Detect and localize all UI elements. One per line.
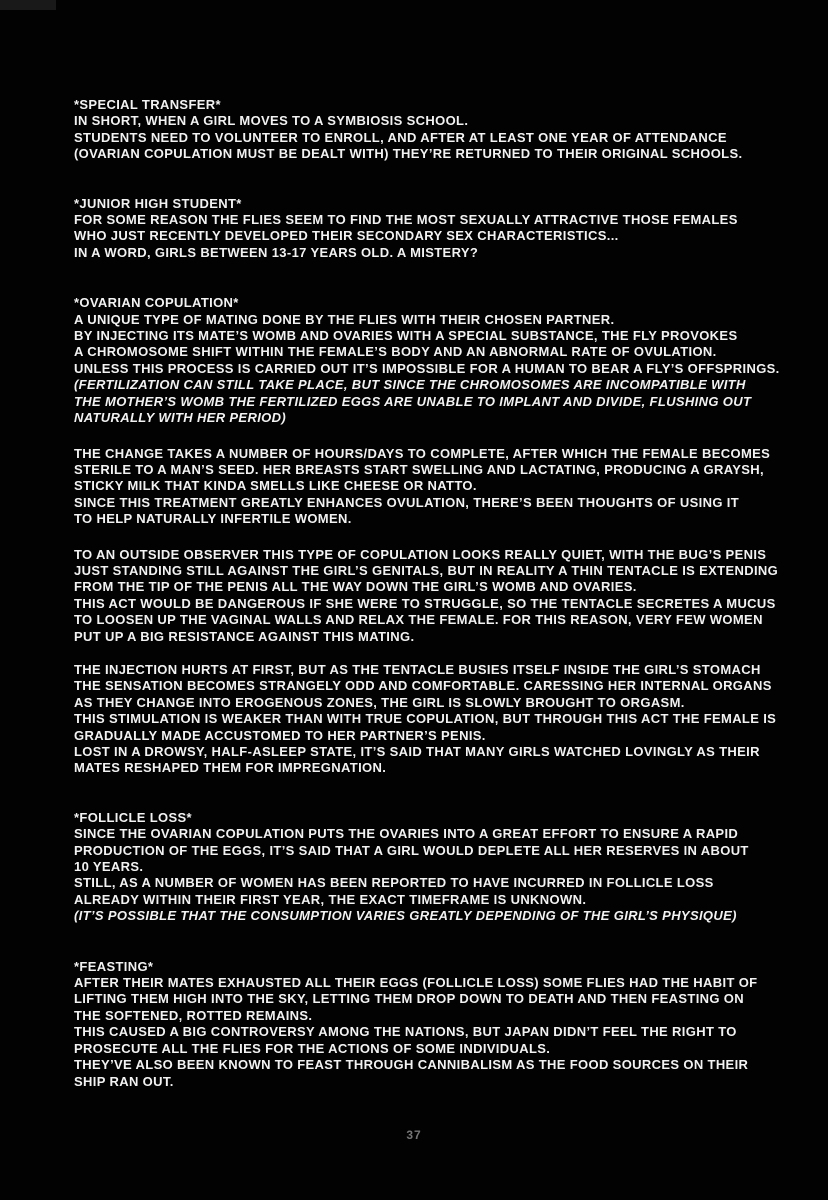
text-line: SINCE THE OVARIAN COPULATION PUTS THE OVARIES INTO A GREAT EFFORT TO ENSURE A RAPID: [74, 826, 739, 842]
section-title: *OVARIAN COPULATION*: [74, 295, 239, 311]
page-number: 37: [406, 1128, 422, 1142]
text-line: UNLESS THIS PROCESS IS CARRIED OUT IT’S IMPOSSIBLE FOR A HUMAN TO BEAR A FLY’S OFFSPRINGS.: [74, 360, 780, 376]
text-line: BY INJECTING ITS MATE’S WOMB AND OVARIES WITH A SPECIAL SUBSTANCE, THE FLY PROVOKES: [74, 328, 738, 344]
section-title: *JUNIOR HIGH STUDENT*: [74, 195, 242, 211]
text-line: LIFTING THEM HIGH INTO THE SKY, LETTING THEM DROP DOWN TO DEATH AND THEN FEASTING ON: [74, 991, 745, 1007]
text-line: THE SENSATION BECOMES STRANGELY ODD AND COMFORTABLE. CARESSING HER INTERNAL ORGANS: [74, 678, 772, 694]
text-line: SHIP RAN OUT.: [74, 1073, 174, 1089]
text-line: TO LOOSEN UP THE VAGINAL WALLS AND RELAX THE FEMALE. FOR THIS REASON, VERY FEW WOMEN: [74, 612, 763, 628]
text-line: 10 YEARS.: [74, 859, 144, 875]
text-line: GRADUALLY MADE ACCUSTOMED TO HER PARTNER’S PENIS.: [74, 727, 486, 743]
section-follicle-loss: [74, 810, 770, 925]
paragraph-injection: [74, 661, 777, 777]
text-line: STERILE TO A MAN’S SEED. HER BREASTS START SWELLING AND LACTATING, PRODUCING A GRAYSH,: [74, 461, 764, 477]
text-line: PRODUCTION OF THE EGGS, IT’S SAID THAT A GIRL WOULD DEPLETE ALL HER RESERVES IN ABOUT: [74, 842, 749, 858]
text-line: JUST STANDING STILL AGAINST THE GIRL’S GENITALS, BUT IN REALITY A THIN TENTACLE IS EXTENDING: [74, 562, 779, 578]
text-line: A CHROMOSOME SHIFT WITHIN THE FEMALE’S BODY AND AN ABNORMAL RATE OF OVULATION.: [74, 344, 717, 360]
text-line: TO AN OUTSIDE OBSERVER THIS TYPE OF COPULATION LOOKS REALLY QUIET, WITH THE BUG’S PENIS: [74, 546, 767, 562]
text-line: AS THEY CHANGE INTO EROGENOUS ZONES, THE GIRL IS SLOWLY BROUGHT TO ORGASM.: [74, 694, 685, 710]
text-line: FOR SOME REASON THE FLIES SEEM TO FIND THE MOST SEXUALLY ATTRACTIVE THOSE FEMALES: [74, 212, 738, 228]
text-line: STUDENTS NEED TO VOLUNTEER TO ENROLL, AND AFTER AT LEAST ONE YEAR OF ATTENDANCE: [74, 129, 727, 145]
text-line: THIS STIMULATION IS WEAKER THAN WITH TRUE COPULATION, BUT THROUGH THIS ACT THE FEMALE IS: [74, 711, 777, 727]
text-line: WHO JUST RECENTLY DEVELOPED THEIR SECONDARY SEX CHARACTERISTICS...: [74, 228, 619, 244]
text-line: NATURALLY WITH HER PERIOD): [74, 410, 287, 426]
text-line: STILL, AS A NUMBER OF WOMEN HAS BEEN REPORTED TO HAVE INCURRED IN FOLLICLE LOSS: [74, 875, 714, 891]
text-line: THIS ACT WOULD BE DANGEROUS IF SHE WERE TO STRUGGLE, SO THE TENTACLE SECRETES A MUCUS: [74, 595, 776, 611]
text-line: THE SOFTENED, ROTTED REMAINS.: [74, 1007, 313, 1023]
section-junior-high-student: [74, 196, 770, 262]
text-line: THE CHANGE TAKES A NUMBER OF HOURS/DAYS TO COMPLETE, AFTER WHICH THE FEMALE BECOMES: [74, 445, 771, 461]
paragraph-the-change: [74, 446, 770, 528]
text-line: THE INJECTION HURTS AT FIRST, BUT AS THE TENTACLE BUSIES ITSELF INSIDE THE GIRL’S STOMACH: [74, 661, 761, 677]
text-line: AFTER THEIR MATES EXHAUSTED ALL THEIR EGGS (FOLLICLE LOSS) SOME FLIES HAD THE HABIT OF: [74, 975, 758, 991]
section-title: *FOLLICLE LOSS*: [74, 809, 192, 825]
text-line: PROSECUTE ALL THE FLIES FOR THE ACTIONS OF SOME INDIVIDUALS.: [74, 1040, 551, 1056]
text-line: MATES RESHAPED THEM FOR IMPREGNATION.: [74, 760, 387, 776]
text-line: PUT UP A BIG RESISTANCE AGAINST THIS MATING.: [74, 628, 415, 644]
text-line: THE MOTHER’S WOMB THE FERTILIZED EGGS ARE UNABLE TO IMPLANT AND DIVIDE, FLUSHING OUT: [74, 393, 752, 409]
text-line: SINCE THIS TREATMENT GREATLY ENHANCES OVULATION, THERE’S BEEN THOUGHTS OF USING IT: [74, 494, 740, 510]
text-line: TO HELP NATURALLY INFERTILE WOMEN.: [74, 511, 352, 527]
text-line: THEY’VE ALSO BEEN KNOWN TO FEAST THROUGH CANNIBALISM AS THE FOOD SOURCES ON THEIR: [74, 1057, 749, 1073]
section-ovarian-copulation: [74, 295, 780, 426]
text-line: FROM THE TIP OF THE PENIS ALL THE WAY DOWN THE GIRL’S WOMB AND OVARIES.: [74, 579, 637, 595]
section-title: *FEASTING*: [74, 958, 154, 974]
section-title: *SPECIAL TRANSFER*: [74, 97, 221, 112]
text-line: ALREADY WITHIN THEIR FIRST YEAR, THE EXACT TIMEFRAME IS UNKNOWN.: [74, 891, 587, 907]
text-line: LOST IN A DROWSY, HALF-ASLEEP STATE, IT’S SAID THAT MANY GIRLS WATCHED LOVINGLY AS THEIR: [74, 744, 760, 759]
section-feasting: [74, 959, 770, 1090]
text-line: THIS CAUSED A BIG CONTROVERSY AMONG THE NATIONS, BUT JAPAN DIDN’T FEEL THE RIGHT TO: [74, 1024, 737, 1040]
section-special-transfer: [74, 97, 770, 163]
text-line: (FERTILIZATION CAN STILL TAKE PLACE, BUT SINCE THE CHROMOSOMES ARE INCOMPATIBLE WITH: [74, 377, 746, 393]
text-line: (IT’S POSSIBLE THAT THE CONSUMPTION VARIES GREATLY DEPENDING OF THE GIRL’S PHYSIQUE): [74, 908, 737, 924]
text-line: STICKY MILK THAT KINDA SMELLS LIKE CHEESE OR NATTO.: [74, 478, 477, 494]
text-line: IN SHORT, WHEN A GIRL MOVES TO A SYMBIOSIS SCHOOL.: [74, 113, 469, 129]
text-line: A UNIQUE TYPE OF MATING DONE BY THE FLIES WITH THEIR CHOSEN PARTNER.: [74, 311, 615, 327]
paragraph-outside-observer: [74, 546, 779, 645]
text-line: IN A WORD, GIRLS BETWEEN 13-17 YEARS OLD. A MISTERY?: [74, 244, 479, 260]
scan-artifact: [0, 0, 56, 10]
text-line: (OVARIAN COPULATION MUST BE DEALT WITH) THEY’RE RETURNED TO THEIR ORIGINAL SCHOOLS.: [74, 146, 743, 162]
